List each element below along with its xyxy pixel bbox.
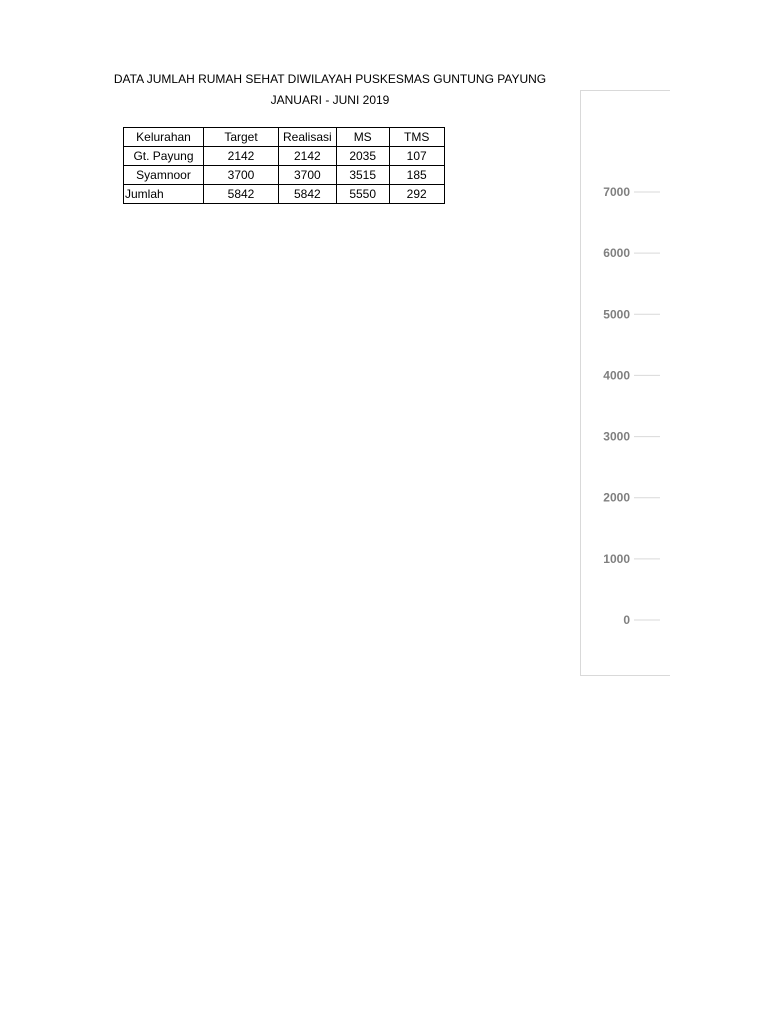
cell-realisasi: 5842	[279, 185, 337, 204]
cell-tms: 292	[389, 185, 444, 204]
cell-ms: 3515	[336, 166, 389, 185]
y-tick-label: 3000	[603, 429, 630, 444]
cell-realisasi: 3700	[279, 166, 337, 185]
table-row	[124, 166, 445, 185]
cell-target: 3700	[204, 166, 279, 185]
cell-kelurahan: Jumlah	[124, 185, 204, 204]
cell-tms: 185	[389, 166, 444, 185]
table-total-row	[124, 185, 445, 204]
header-kelurahan: Kelurahan	[124, 128, 204, 147]
document-title-line2: JANUARI - JUNI 2019	[270, 93, 390, 107]
cell-ms: 2035	[336, 147, 389, 166]
cell-ms: 5550	[336, 185, 389, 204]
data-table	[123, 127, 445, 204]
y-tick-label: 7000	[603, 185, 630, 199]
y-tick-label: 0	[623, 613, 630, 627]
cell-kelurahan: Gt. Payung	[124, 147, 204, 166]
header-ms: MS	[336, 128, 389, 147]
y-tick-label: 6000	[603, 246, 630, 261]
y-tick-label: 1000	[603, 551, 630, 566]
y-tick-label: 2000	[603, 490, 630, 505]
table-header-row	[124, 128, 445, 147]
y-tick-label: 4000	[603, 368, 630, 383]
header-realisasi: Realisasi	[279, 128, 337, 147]
cell-kelurahan: Syamnoor	[124, 166, 204, 185]
header-target: Target	[204, 128, 279, 147]
cell-tms: 107	[389, 147, 444, 166]
cell-target: 2142	[204, 147, 279, 166]
y-tick-label: 5000	[603, 307, 630, 322]
chart-y-axis	[580, 90, 660, 676]
cell-realisasi: 2142	[279, 147, 337, 166]
header-tms: TMS	[389, 128, 444, 147]
cell-target: 5842	[204, 185, 279, 204]
table-row	[124, 147, 445, 166]
document-title-line1: DATA JUMLAH RUMAH SEHAT DIWILAYAH PUSKESMAS GUNTUNG PAYUNG	[113, 72, 547, 86]
